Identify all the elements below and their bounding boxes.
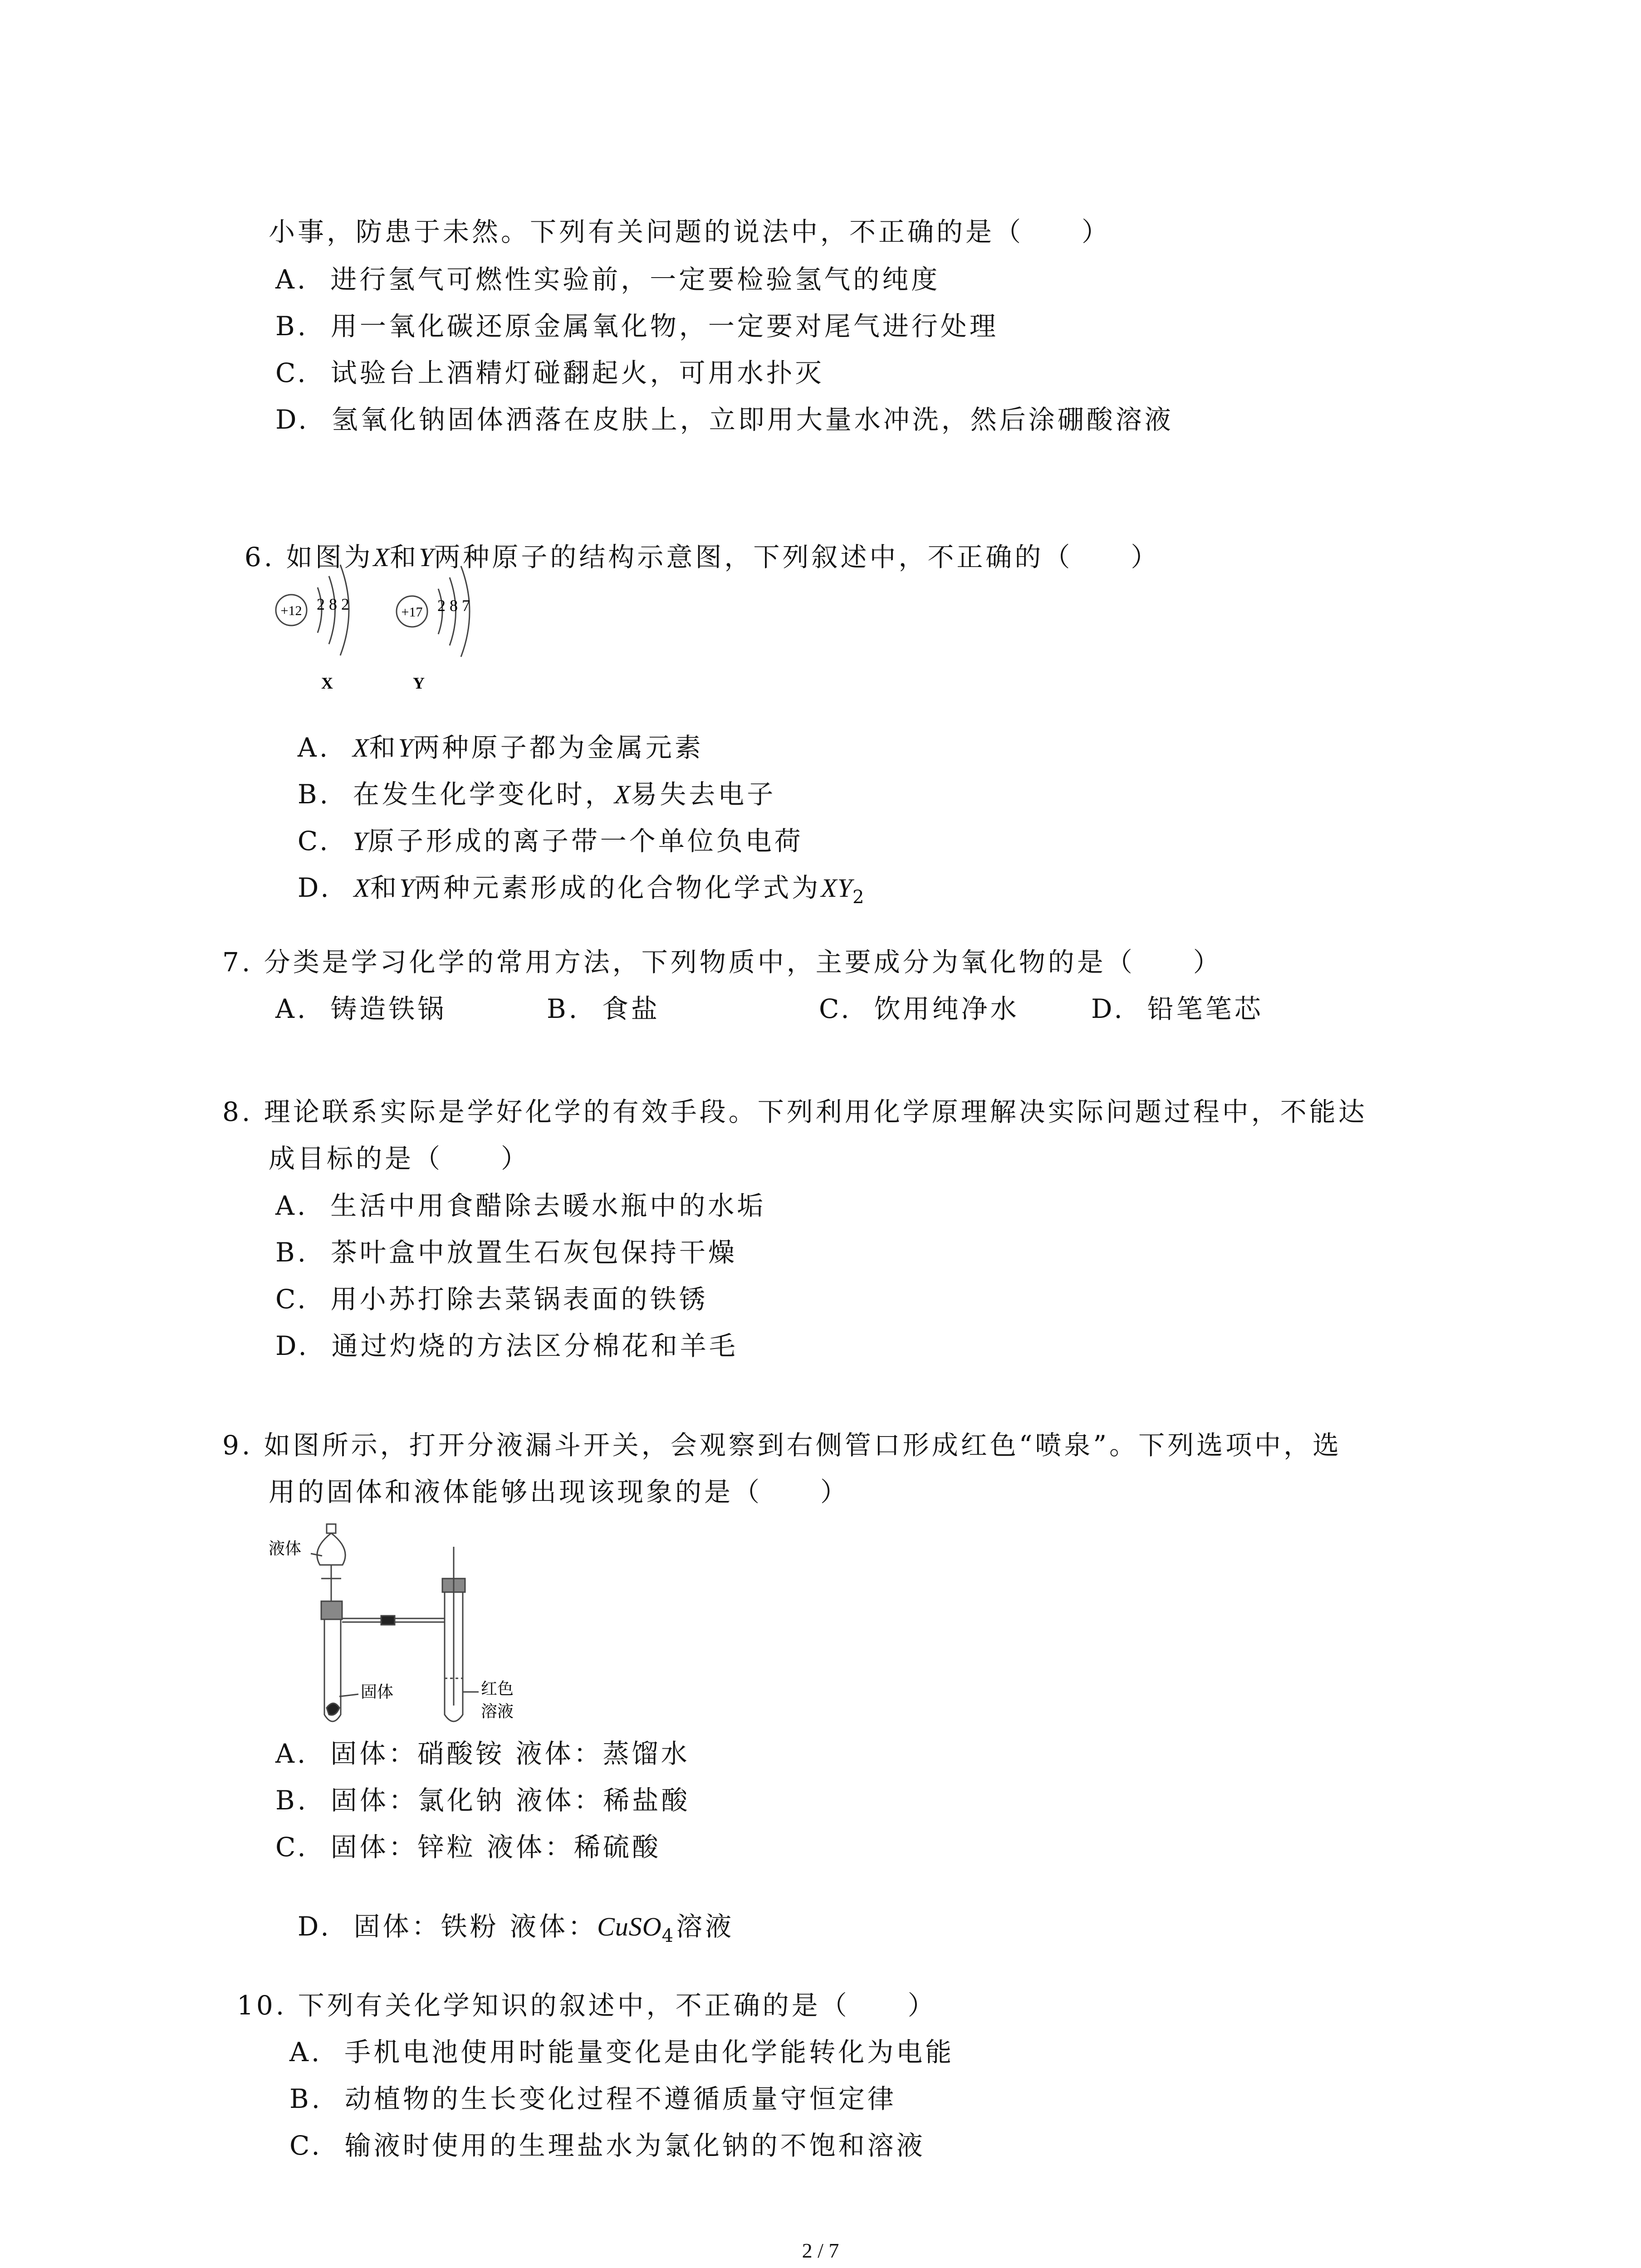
q8-stem-line-2: 成目标的是（ ） — [269, 1143, 530, 1174]
var-y: Y — [398, 733, 413, 763]
page-number: 2 / 7 — [802, 2239, 839, 2262]
q9-stem-line-2: 用的固体和液体能够出现该现象的是（ ） — [269, 1476, 850, 1507]
option-text: 溶液 — [676, 1911, 735, 1942]
var-x: X — [373, 543, 390, 572]
option-text: 和 — [370, 872, 400, 903]
q6-number: 6. — [244, 542, 275, 572]
y-electron-shells: 2 8 7 — [437, 596, 470, 615]
q9-option-c: C. 固体：锌粒 液体：稀硫酸 — [275, 1832, 661, 1862]
option-text: 两种元素形成的化合物化学式为 — [414, 872, 821, 903]
q8-option-a: A. 生活中用食醋除去暖水瓶中的水垢 — [275, 1190, 766, 1221]
option-text: 易失去电子 — [631, 779, 776, 810]
option-letter: D. — [297, 872, 354, 903]
y-atom-label: Y — [413, 674, 425, 692]
funnel-stopper — [327, 1524, 336, 1533]
q7-stem: 7. 分类是学习化学的常用方法，下列物质中，主要成分为氧化物的是（ ） — [222, 947, 1222, 978]
q10-option-a: A. 手机电池使用时能量变化是由化学能转化为电能 — [289, 2037, 955, 2068]
q5-option-c: C. 试验台上酒精灯碰翻起火，可用水扑灭 — [275, 357, 824, 388]
q9-option-a: A. 固体：硝酸铵 液体：蒸馏水 — [275, 1738, 690, 1769]
var-y: Y — [419, 543, 434, 572]
flask-stopper — [321, 1601, 342, 1619]
q10-stem: 10. 下列有关化学知识的叙述中，不正确的是（ ） — [237, 1990, 937, 2021]
q7-option-c: C. 饮用纯净水 — [819, 993, 1019, 1024]
q7-option-b: B. 食盐 — [547, 993, 660, 1024]
red-solution-label-2: 溶液 — [481, 1702, 514, 1721]
q6-stem-part: 两种原子的结构示意图，下列叙述中，不正确的（ ） — [434, 542, 1160, 572]
atom-structure-diagram — [268, 544, 522, 694]
option-text: B. 在发生化学变化时， — [297, 779, 614, 810]
q7-option-a: A. 铸造铁锅 — [275, 993, 447, 1024]
q6-stem-part: 和 — [390, 542, 419, 572]
liquid-label: 液体 — [269, 1540, 302, 1558]
solid-label: 固体 — [361, 1683, 394, 1701]
chemical-formula: XY — [821, 873, 853, 903]
x-atom-label: X — [321, 674, 333, 692]
var-x: X — [353, 733, 369, 763]
var-y: Y — [399, 873, 415, 903]
q9-option-b: B. 固体：氯化钠 液体：稀盐酸 — [275, 1785, 691, 1816]
q8-stem-line-1: 8. 理论联系实际是学好化学的有效手段。下列利用化学原理解决实际问题过程中，不能达 — [222, 1096, 1367, 1127]
formula-subscript: 2 — [852, 887, 867, 908]
var-x: X — [353, 873, 371, 903]
q5-option-b: B. 用一氧化碳还原金属氧化物，一定要对尾气进行处理 — [275, 311, 999, 342]
q6-stem-part: 如图为 — [286, 542, 373, 572]
formula-subscript: 4 — [661, 1926, 676, 1946]
option-text: 和 — [369, 732, 398, 763]
q10-option-c: C. 输液时使用的生理盐水为氯化钠的不饱和溶液 — [289, 2130, 926, 2161]
option-text: D. 固体：铁粉 液体： — [297, 1911, 598, 1942]
option-letter: C. — [297, 826, 353, 856]
chemical-formula: CuSO — [597, 1912, 662, 1941]
option-text: 两种原子都为金属元素 — [413, 732, 704, 763]
q5-option-a: A. 进行氢气可燃性实验前，一定要检验氢气的纯度 — [275, 264, 941, 295]
option-letter: A. — [297, 732, 353, 763]
solid-lump — [327, 1703, 339, 1715]
q9-stem-line-1: 9. 如图所示，打开分液漏斗开关，会观察到右侧管口形成红色“喷泉”。下列选项中，选 — [222, 1430, 1342, 1461]
var-y: Y — [353, 826, 368, 856]
x-nucleus-charge: +12 — [280, 603, 302, 618]
funnel-bulb — [317, 1533, 345, 1565]
q8-option-b: B. 茶叶盒中放置生石灰包保持干燥 — [275, 1237, 737, 1268]
q6-option-d — [275, 839, 867, 914]
fountain-apparatus-diagram — [268, 1515, 549, 1733]
q7-option-d: D. 铅笔笔芯 — [1091, 993, 1264, 1024]
q8-option-d: D. 通过灼烧的方法区分棉花和羊毛 — [275, 1330, 738, 1361]
q5-option-d: D. 氢氧化钠固体洒落在皮肤上，立即用大量水冲洗，然后涂硼酸溶液 — [275, 404, 1174, 435]
q9-option-d — [275, 1877, 734, 1952]
y-nucleus-charge: +17 — [401, 605, 423, 620]
red-solution-label-1: 红色 — [481, 1680, 514, 1698]
q8-option-c: C. 用小苏打除去菜锅表面的铁锈 — [275, 1284, 708, 1315]
tube-clamp — [381, 1616, 395, 1625]
q10-option-b: B. 动植物的生长变化过程不遵循质量守恒定律 — [289, 2083, 896, 2114]
x-electron-shells: 2 8 2 — [317, 595, 349, 613]
var-x: X — [614, 780, 631, 809]
option-text: 原子形成的离子带一个单位负电荷 — [367, 826, 803, 856]
q5-stem-continued: 小事，防患于未然。下列有关问题的说法中，不正确的是（ ） — [269, 216, 1111, 247]
solid-pointer-line — [339, 1694, 358, 1696]
